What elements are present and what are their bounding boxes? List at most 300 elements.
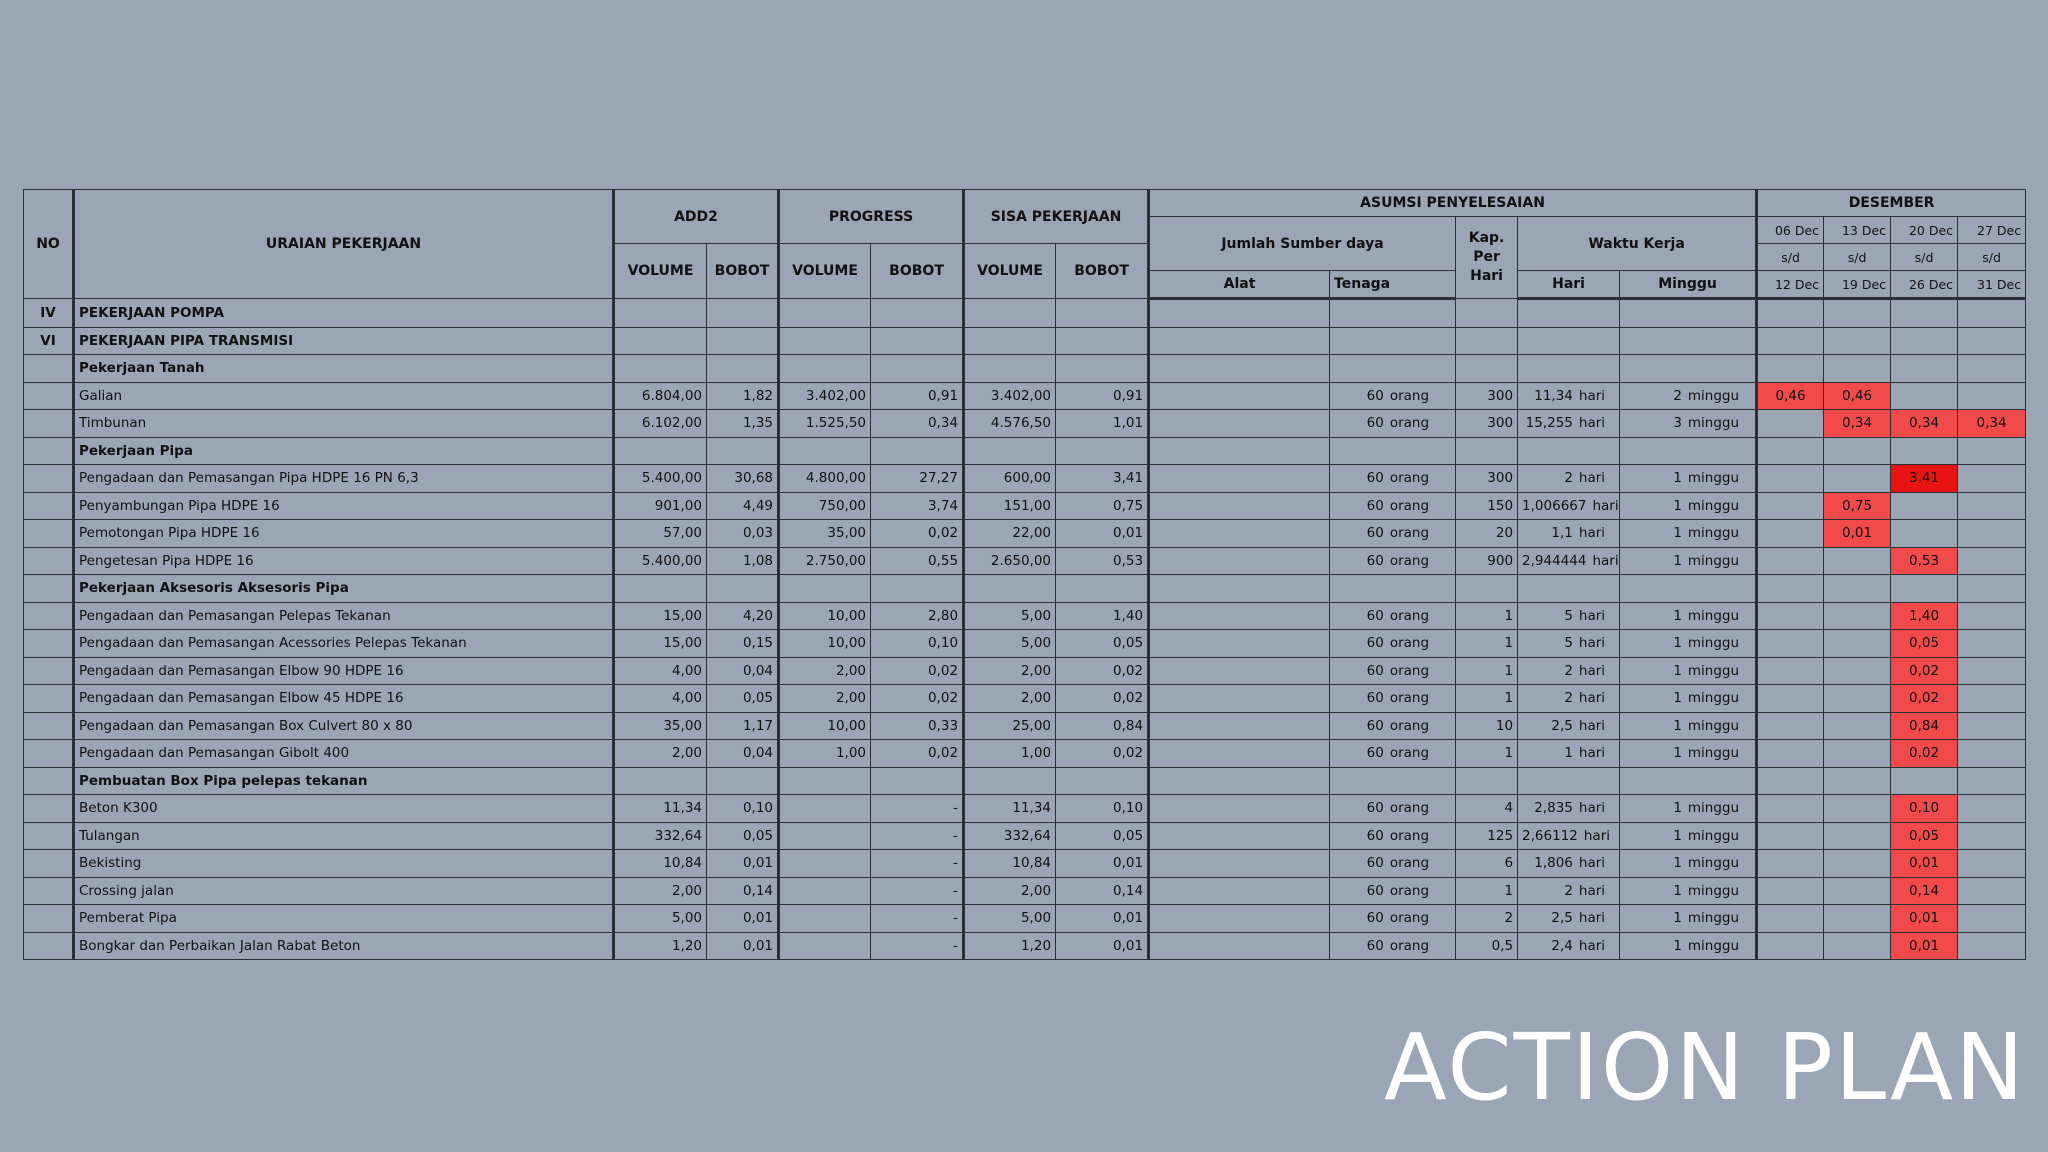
row-no [24, 822, 74, 850]
empty-cell [1518, 575, 1620, 603]
empty-cell [871, 437, 964, 465]
empty-cell [1330, 299, 1456, 328]
progress-volume: 1.525,50 [779, 410, 871, 438]
progress-bobot: 0,55 [871, 547, 964, 575]
sisa-bobot: 0,10 [1056, 795, 1149, 823]
waktu-minggu-unit: minggu [1687, 497, 1740, 514]
week-3-cell: 0,14 [1891, 877, 1958, 905]
add2-volume: 2,00 [614, 877, 707, 905]
sisa-bobot: 3,41 [1056, 465, 1149, 493]
add2-bobot: 4,49 [707, 492, 779, 520]
empty-cell [871, 299, 964, 328]
group-row [24, 575, 2026, 603]
tenaga-unit: orang [1389, 387, 1430, 404]
tenaga-value: 60 [1366, 525, 1384, 542]
waktu-minggu-unit: minggu [1687, 470, 1740, 487]
row-no [24, 712, 74, 740]
week-1-cell [1757, 740, 1824, 768]
add2-bobot: 1,82 [707, 382, 779, 410]
tenaga-unit: orang [1389, 937, 1430, 954]
progress-bobot: 0,10 [871, 630, 964, 658]
header-alat: Alat [1149, 271, 1330, 299]
table-row [24, 410, 2026, 438]
empty-cell [1757, 767, 1824, 795]
row-name: Galian [74, 382, 614, 410]
week-2-cell [1824, 740, 1891, 768]
week-1-cell: 0,46 [1757, 382, 1824, 410]
waktu-minggu-unit: minggu [1687, 662, 1740, 679]
empty-cell [779, 767, 871, 795]
tenaga-unit: orang [1389, 827, 1430, 844]
group-row [24, 437, 2026, 465]
row-no [24, 767, 74, 795]
add2-volume: 5.400,00 [614, 465, 707, 493]
tenaga [1330, 492, 1456, 520]
week-4-cell [1958, 685, 2026, 713]
waktu-minggu-value: 1 [1673, 497, 1682, 514]
row-no [24, 547, 74, 575]
waktu-hari-value: 1,006667 [1522, 497, 1587, 514]
waktu-minggu-value: 1 [1673, 910, 1682, 927]
add2-bobot: 4,20 [707, 602, 779, 630]
week-1-cell [1757, 657, 1824, 685]
empty-cell [614, 299, 707, 328]
sisa-volume: 5,00 [964, 630, 1056, 658]
week-1-cell [1757, 602, 1824, 630]
week-2-cell [1824, 932, 1891, 960]
waktu-minggu-unit: minggu [1687, 607, 1740, 624]
week-4-cell [1958, 520, 2026, 548]
alat-cell [1149, 850, 1330, 878]
waktu-minggu [1620, 465, 1757, 493]
empty-cell [1757, 355, 1824, 383]
sisa-volume: 2,00 [964, 657, 1056, 685]
sisa-bobot: 0,01 [1056, 520, 1149, 548]
week-3-cell: 0,02 [1891, 657, 1958, 685]
header-sisa-bobot: BOBOT [1056, 244, 1149, 299]
progress-volume: 10,00 [779, 712, 871, 740]
kap-per-hari: 1 [1456, 602, 1518, 630]
waktu-hari-value: 1,1 [1551, 525, 1573, 542]
waktu-minggu [1620, 740, 1757, 768]
waktu-minggu-unit: minggu [1687, 717, 1740, 734]
empty-cell [1891, 299, 1958, 328]
row-name: Pekerjaan Pipa [74, 437, 614, 465]
tenaga-unit: orang [1389, 662, 1430, 679]
tenaga-value: 60 [1366, 937, 1384, 954]
week-4-cell [1958, 850, 2026, 878]
sisa-bobot: 0,05 [1056, 822, 1149, 850]
week-2-cell [1824, 712, 1891, 740]
progress-bobot: - [871, 877, 964, 905]
alat-cell [1149, 492, 1330, 520]
empty-cell [1149, 299, 1330, 328]
week-1-cell [1757, 520, 1824, 548]
header-progress-bobot: BOBOT [871, 244, 964, 299]
empty-cell [1056, 355, 1149, 383]
waktu-hari-unit: hari [1578, 662, 1606, 679]
row-name: Pemotongan Pipa HDPE 16 [74, 520, 614, 548]
table-row [24, 602, 2026, 630]
waktu-minggu [1620, 850, 1757, 878]
progress-bobot: 3,74 [871, 492, 964, 520]
tenaga-value: 60 [1366, 607, 1384, 624]
table-row [24, 795, 2026, 823]
empty-cell [1958, 327, 2026, 355]
sisa-bobot: 0,01 [1056, 905, 1149, 933]
waktu-minggu-unit: minggu [1687, 855, 1740, 872]
sisa-bobot: 0,02 [1056, 657, 1149, 685]
add2-bobot: 0,03 [707, 520, 779, 548]
kap-per-hari: 10 [1456, 712, 1518, 740]
row-name: Tulangan [74, 822, 614, 850]
tenaga [1330, 685, 1456, 713]
add2-volume: 6.102,00 [614, 410, 707, 438]
add2-volume: 2,00 [614, 740, 707, 768]
empty-cell [707, 355, 779, 383]
waktu-minggu-unit: minggu [1687, 910, 1740, 927]
sisa-bobot: 0,84 [1056, 712, 1149, 740]
header-sisa: SISA PEKERJAAN [964, 190, 1149, 244]
row-no [24, 795, 74, 823]
progress-bobot: 0,02 [871, 685, 964, 713]
waktu-minggu [1620, 492, 1757, 520]
add2-volume: 5.400,00 [614, 547, 707, 575]
table-row [24, 905, 2026, 933]
alat-cell [1149, 740, 1330, 768]
waktu-minggu-unit: minggu [1687, 800, 1740, 817]
tenaga-unit: orang [1389, 717, 1430, 734]
kap-per-hari: 1 [1456, 877, 1518, 905]
kap-per-hari: 1 [1456, 685, 1518, 713]
week-2-to: 19 Dec [1824, 271, 1891, 299]
row-no [24, 657, 74, 685]
sisa-volume: 11,34 [964, 795, 1056, 823]
empty-cell [779, 437, 871, 465]
progress-volume: 4.800,00 [779, 465, 871, 493]
waktu-hari-unit: hari [1578, 470, 1606, 487]
waktu-hari-value: 15,255 [1525, 415, 1573, 432]
row-name: Pembuatan Box Pipa pelepas tekanan [74, 767, 614, 795]
add2-bobot: 0,14 [707, 877, 779, 905]
empty-cell [1056, 327, 1149, 355]
week-3-sd: s/d [1891, 244, 1958, 271]
header-waktu-kerja: Waktu Kerja [1518, 217, 1757, 271]
tenaga-value: 60 [1366, 690, 1384, 707]
empty-cell [1620, 299, 1757, 328]
kap-per-hari: 300 [1456, 410, 1518, 438]
week-4-cell [1958, 657, 2026, 685]
sisa-volume: 600,00 [964, 465, 1056, 493]
row-no [24, 932, 74, 960]
tenaga-value: 60 [1366, 855, 1384, 872]
add2-volume: 15,00 [614, 602, 707, 630]
tenaga-value: 60 [1366, 415, 1384, 432]
empty-cell [1518, 327, 1620, 355]
row-name: Pengadaan dan Pemasangan Box Culvert 80 x 80 [74, 712, 614, 740]
week-3-cell: 0,34 [1891, 410, 1958, 438]
waktu-minggu-unit: minggu [1687, 415, 1740, 432]
empty-cell [614, 327, 707, 355]
tenaga [1330, 465, 1456, 493]
waktu-hari [1518, 932, 1620, 960]
empty-cell [1620, 767, 1757, 795]
action-plan-table [23, 189, 2026, 960]
add2-volume: 57,00 [614, 520, 707, 548]
empty-cell [1757, 437, 1824, 465]
empty-cell [1149, 767, 1330, 795]
week-2-cell [1824, 685, 1891, 713]
empty-cell [1330, 355, 1456, 383]
add2-bobot: 0,05 [707, 822, 779, 850]
progress-bobot: 0,02 [871, 520, 964, 548]
waktu-minggu [1620, 410, 1757, 438]
waktu-hari [1518, 712, 1620, 740]
week-3-to: 26 Dec [1891, 271, 1958, 299]
tenaga-unit: orang [1389, 497, 1430, 514]
week-3-cell: 0,01 [1891, 905, 1958, 933]
sisa-volume: 332,64 [964, 822, 1056, 850]
empty-cell [1056, 299, 1149, 328]
row-no: IV [24, 299, 74, 328]
tenaga-value: 60 [1366, 800, 1384, 817]
group-row [24, 767, 2026, 795]
empty-cell [1330, 767, 1456, 795]
alat-cell [1149, 905, 1330, 933]
alat-cell [1149, 685, 1330, 713]
table-row [24, 520, 2026, 548]
tenaga [1330, 850, 1456, 878]
waktu-hari-value: 2 [1564, 470, 1573, 487]
week-4-cell [1958, 822, 2026, 850]
add2-volume: 35,00 [614, 712, 707, 740]
empty-cell [1149, 575, 1330, 603]
waktu-hari-unit: hari [1578, 855, 1606, 872]
week-1-from: 06 Dec [1757, 217, 1824, 244]
waktu-minggu [1620, 602, 1757, 630]
waktu-hari-unit: hari [1592, 552, 1619, 569]
waktu-minggu [1620, 877, 1757, 905]
week-1-cell [1757, 630, 1824, 658]
week-3-cell: 0,10 [1891, 795, 1958, 823]
add2-volume: 5,00 [614, 905, 707, 933]
week-4-cell [1958, 547, 2026, 575]
empty-cell [1456, 327, 1518, 355]
waktu-minggu-value: 1 [1673, 690, 1682, 707]
tenaga [1330, 410, 1456, 438]
sisa-volume: 1,00 [964, 740, 1056, 768]
empty-cell [1620, 355, 1757, 383]
progress-volume: 3.402,00 [779, 382, 871, 410]
waktu-hari [1518, 740, 1620, 768]
empty-cell [1149, 327, 1330, 355]
sisa-bobot: 0,01 [1056, 850, 1149, 878]
table-row [24, 630, 2026, 658]
empty-cell [1056, 575, 1149, 603]
tenaga-value: 60 [1366, 717, 1384, 734]
week-1-cell [1757, 822, 1824, 850]
tenaga [1330, 712, 1456, 740]
empty-cell [871, 355, 964, 383]
kap-per-hari: 1 [1456, 740, 1518, 768]
tenaga-value: 60 [1366, 470, 1384, 487]
tenaga-unit: orang [1389, 855, 1430, 872]
empty-cell [614, 355, 707, 383]
alat-cell [1149, 795, 1330, 823]
tenaga [1330, 932, 1456, 960]
sisa-volume: 2.650,00 [964, 547, 1056, 575]
week-3-cell: 0,05 [1891, 630, 1958, 658]
tenaga-value: 60 [1366, 745, 1384, 762]
row-no [24, 602, 74, 630]
week-2-cell: 0,34 [1824, 410, 1891, 438]
progress-bobot: 2,80 [871, 602, 964, 630]
week-1-cell [1757, 905, 1824, 933]
tenaga [1330, 382, 1456, 410]
empty-cell [964, 767, 1056, 795]
week-4-cell [1958, 932, 2026, 960]
row-no [24, 492, 74, 520]
empty-cell [779, 327, 871, 355]
add2-volume: 10,84 [614, 850, 707, 878]
progress-bobot: - [871, 932, 964, 960]
progress-volume [779, 932, 871, 960]
progress-volume: 35,00 [779, 520, 871, 548]
week-2-cell [1824, 795, 1891, 823]
week-2-cell [1824, 465, 1891, 493]
waktu-hari [1518, 685, 1620, 713]
empty-cell [964, 327, 1056, 355]
progress-volume [779, 822, 871, 850]
alat-cell [1149, 630, 1330, 658]
progress-bobot: - [871, 795, 964, 823]
waktu-hari-value: 11,34 [1534, 387, 1573, 404]
waktu-minggu [1620, 932, 1757, 960]
alat-cell [1149, 877, 1330, 905]
kap-per-hari: 20 [1456, 520, 1518, 548]
week-3-cell: 0,84 [1891, 712, 1958, 740]
waktu-hari-unit: hari [1578, 635, 1606, 652]
waktu-minggu [1620, 822, 1757, 850]
waktu-hari [1518, 465, 1620, 493]
sisa-bobot: 0,01 [1056, 932, 1149, 960]
waktu-hari-value: 2,835 [1534, 800, 1573, 817]
header-tenaga: Tenaga [1330, 271, 1456, 299]
add2-bobot: 0,05 [707, 685, 779, 713]
tenaga-unit: orang [1389, 882, 1430, 899]
week-1-cell [1757, 932, 1824, 960]
week-2-cell [1824, 905, 1891, 933]
empty-cell [964, 437, 1056, 465]
kap-per-hari: 1 [1456, 657, 1518, 685]
week-4-cell [1958, 740, 2026, 768]
add2-volume: 6.804,00 [614, 382, 707, 410]
waktu-minggu-unit: minggu [1687, 827, 1740, 844]
empty-cell [614, 767, 707, 795]
waktu-minggu [1620, 382, 1757, 410]
empty-cell [1149, 437, 1330, 465]
group-row [24, 355, 2026, 383]
alat-cell [1149, 382, 1330, 410]
row-name: Crossing jalan [74, 877, 614, 905]
sisa-volume: 151,00 [964, 492, 1056, 520]
waktu-minggu-unit: minggu [1687, 882, 1740, 899]
sisa-volume: 2,00 [964, 685, 1056, 713]
tenaga-value: 60 [1366, 882, 1384, 899]
week-3-cell: 0,02 [1891, 740, 1958, 768]
header-jumlah-sumber-daya: Jumlah Sumber daya [1149, 217, 1456, 271]
table-row [24, 657, 2026, 685]
kap-per-hari: 125 [1456, 822, 1518, 850]
sisa-bobot: 0,53 [1056, 547, 1149, 575]
waktu-hari-value: 2,4 [1551, 937, 1573, 954]
week-3-from: 20 Dec [1891, 217, 1958, 244]
row-no [24, 685, 74, 713]
waktu-hari-unit: hari [1578, 937, 1606, 954]
waktu-minggu [1620, 795, 1757, 823]
row-name: Beton K300 [74, 795, 614, 823]
week-2-cell [1824, 877, 1891, 905]
add2-bobot: 0,01 [707, 905, 779, 933]
add2-bobot: 1,08 [707, 547, 779, 575]
header-progress-volume: VOLUME [779, 244, 871, 299]
table-row [24, 382, 2026, 410]
progress-volume: 1,00 [779, 740, 871, 768]
add2-bobot: 0,01 [707, 932, 779, 960]
week-1-cell [1757, 877, 1824, 905]
sisa-volume: 22,00 [964, 520, 1056, 548]
header-desember: DESEMBER [1757, 190, 2026, 217]
waktu-hari-value: 1,806 [1534, 855, 1573, 872]
tenaga [1330, 657, 1456, 685]
waktu-hari-unit: hari [1578, 910, 1606, 927]
table-row [24, 850, 2026, 878]
empty-cell [1757, 299, 1824, 328]
week-2-cell [1824, 547, 1891, 575]
waktu-minggu-value: 1 [1673, 552, 1682, 569]
waktu-minggu-unit: minggu [1687, 525, 1740, 542]
progress-bobot: 0,33 [871, 712, 964, 740]
week-4-cell [1958, 905, 2026, 933]
tenaga-value: 60 [1366, 635, 1384, 652]
empty-cell [964, 299, 1056, 328]
kap-per-hari: 300 [1456, 465, 1518, 493]
empty-cell [871, 575, 964, 603]
row-no [24, 382, 74, 410]
waktu-minggu-value: 1 [1673, 662, 1682, 679]
tenaga-unit: orang [1389, 745, 1430, 762]
table-row [24, 822, 2026, 850]
week-3-cell: 0,01 [1891, 850, 1958, 878]
waktu-minggu-value: 1 [1673, 855, 1682, 872]
waktu-hari-value: 2 [1564, 662, 1573, 679]
week-1-cell [1757, 410, 1824, 438]
add2-bobot: 0,10 [707, 795, 779, 823]
add2-volume: 4,00 [614, 657, 707, 685]
header-progress: PROGRESS [779, 190, 964, 244]
empty-cell [1824, 767, 1891, 795]
waktu-hari-value: 5 [1564, 635, 1573, 652]
table-row [24, 492, 2026, 520]
waktu-hari [1518, 822, 1620, 850]
table-row [24, 877, 2026, 905]
empty-cell [1891, 355, 1958, 383]
table-body [24, 299, 2026, 960]
alat-cell [1149, 410, 1330, 438]
header-hari: Hari [1518, 271, 1620, 299]
tenaga [1330, 795, 1456, 823]
waktu-minggu-value: 1 [1673, 882, 1682, 899]
